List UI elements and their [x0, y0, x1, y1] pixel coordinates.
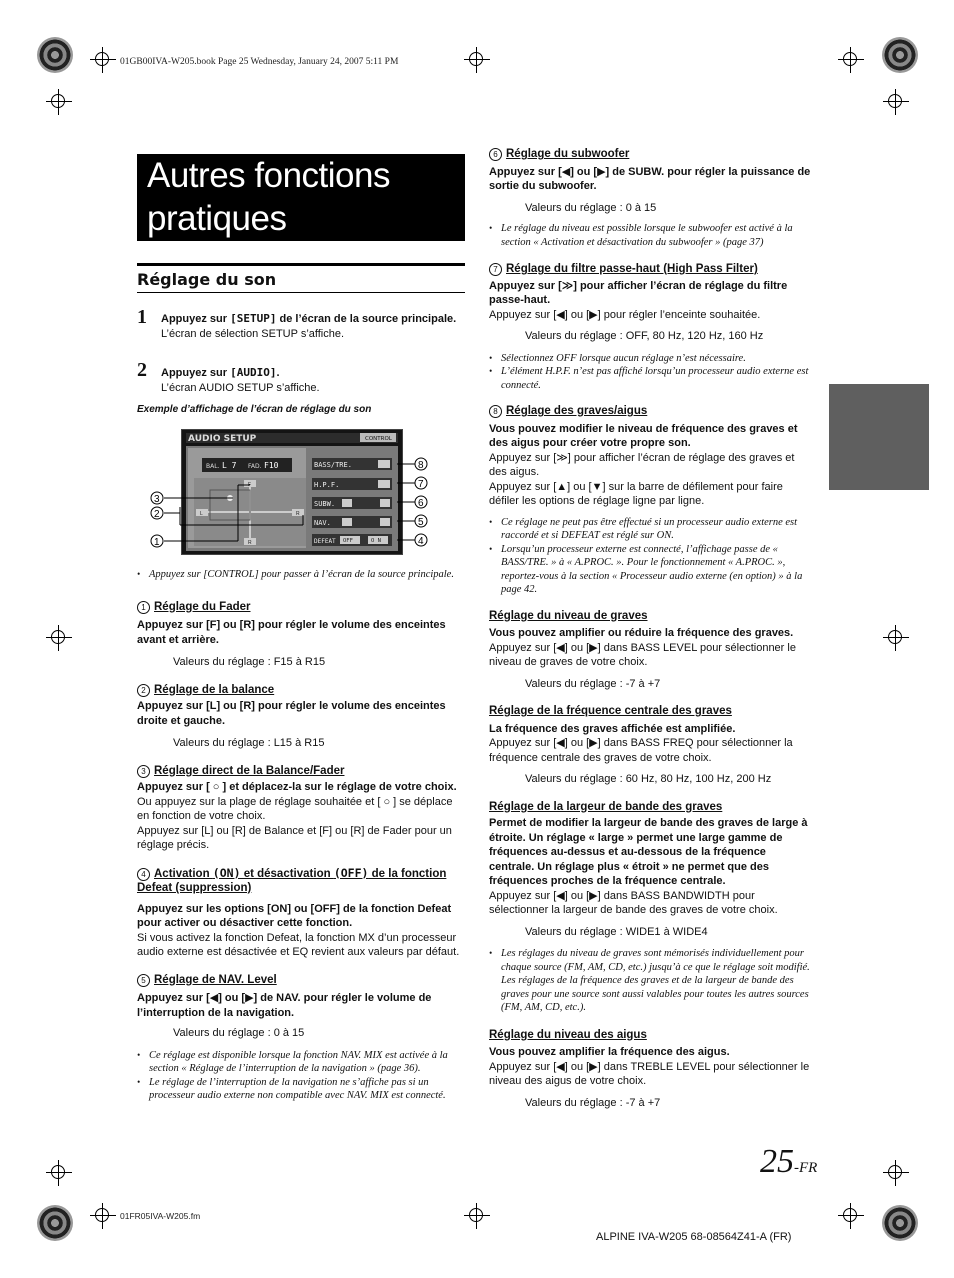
figure-caption: Exemple d’affichage de l’écran de réglage du son — [137, 404, 372, 415]
callout-2: 2 — [154, 509, 160, 520]
svg-text:F10: F10 — [264, 461, 279, 470]
registration-mark-icon — [90, 47, 116, 73]
callout-6: 6 — [418, 498, 424, 509]
step-2: Appuyez sur [AUDIO]. L’écran AUDIO SETUP s’affiche. — [161, 366, 320, 394]
page-number: 25-FR — [760, 1143, 818, 1180]
registration-mark-icon — [464, 1203, 490, 1229]
svg-text:FAD.: FAD. — [248, 463, 262, 470]
callout-4: 4 — [418, 536, 424, 547]
registration-mark-icon — [883, 1160, 909, 1186]
svg-text:R: R — [248, 540, 252, 546]
model-footer: ALPINE IVA-W205 68-08564Z41-A (FR) — [596, 1231, 792, 1243]
screen-title: AUDIO SETUP — [188, 434, 257, 444]
registration-mark-icon — [90, 1203, 116, 1229]
svg-text:H.P.F.: H.P.F. — [314, 481, 340, 489]
print-footer-file: 01FR05IVA-W205.fm — [120, 1211, 201, 1221]
section-heading: Réglage du son — [137, 263, 465, 293]
registration-mark-icon — [883, 89, 909, 115]
color-bar-icon — [882, 37, 918, 73]
step-number: 2 — [137, 359, 147, 381]
left-column: • Appuyez sur [CONTROL] pour passer à l’écran de la source principale. 1 Réglage du Fader Appuyez sur [F] ou [R] pour régler le volume des enceintes avant et arrière. Valeurs du réglage : F15 à R15 2 Réglage de la balance Appuyez sur [L] ou [R] pour régler le volume des enceintes droite et gauche. Valeurs du réglage : L15 à R15 3 Réglage direct de la Balance/Fader Appuyez sur [ ○ ] et déplacez-la sur le réglage de votre choix. Ou appuyez sur la plage de réglage souhaitée et [ ○ ] se déplace en fonction de votre choix. Appuyez sur [L] ou [R] de Balance et [F] ou [R] de Fader pour un réglage précis. 4 Activation (ON) et désactivation (OFF) de la fonction Defeat (suppression) Appuyez sur les options [ON] ou [OFF] de la fonction Defeat pour activer ou désactiver cette fonction. Si vous activez la fonction Defeat, la fonction MX d’un processeur audio externe est désactivée et EQ revient aux valeurs par défaut. 5 Réglage de NAV. Level Appuyez sur [◀] ou [▶] de NAV. pour régler le volume de l’interruption de la navigation. Valeurs du réglage : 0 à 15 • Ce réglage est disponible lorsque la fonction NAV. MIX est activée à la section « Réglage de l’interruption de la navigation » (page 36). • Le réglage de l’interruption de la navigation ne s’affiche pas si un processeur audio externe non compatible avec NAV. MIX est connecté. — [137, 569, 460, 1101]
registration-mark-icon — [464, 47, 490, 73]
color-bar-icon — [882, 1205, 918, 1241]
svg-text:BAL.: BAL. — [206, 463, 220, 470]
callout-7: 7 — [418, 479, 424, 490]
svg-text:BASS/TRE.: BASS/TRE. — [314, 461, 352, 469]
callout-3: 3 — [154, 494, 160, 505]
registration-mark-icon — [838, 47, 864, 73]
color-bar-icon — [37, 1205, 73, 1241]
callout-1: 1 — [154, 537, 160, 548]
control-button: CONTROL — [365, 436, 392, 442]
svg-text:F: F — [248, 482, 252, 488]
svg-text:O N: O N — [371, 538, 381, 544]
right-column: 6 Réglage du subwoofer Appuyez sur [◀] ou [▶] de SUBW. pour régler la puissance de sortie du subwoofer. Valeurs du réglage : 0 à 15 • Le réglage du niveau est possible lorsque le subwoofer est activé à la section « Activation et désactivation du subwoofer » (page 37) 7 Réglage du filtre passe-haut (High Pass Filter) Appuyez sur [≫] pour afficher l’écran de réglage du filtre passe-haut. Appuyez sur [◀] ou [▶] pour régler l’enceinte souhaitée. Valeurs du réglage : OFF, 80 Hz, 120 Hz, 160 Hz • Sélectionnez OFF lorsque aucun réglage n’est nécessaire. • L’élément H.P.F. n’est pas affiché lorsqu’un processeur audio externe est connecté. 8 Réglage des graves/aigus Vous pouvez modifier le niveau de fréquence des graves et des aigus pour créer votre propre son. Appuyez sur [≫] pour afficher l’écran de réglage des graves et des aigus. Appuyez sur [▲] ou [▼] sur la barre de défilement pour faire défiler les options de réglage ligne par ligne. • Ce réglage ne peut pas être effectué si un processeur audio externe est raccordé et si DEFEAT est réglé sur ON. • Lorsqu’un processeur externe est connecté, l’affichage passe de « BASS/TRE. » à « A.PROC. ». Pour le fonctionnement « A.PROC. », reportez-vous à la section « Processeur audio externe (en option) » à la page 42. Réglage du niveau de graves Vous pouvez amplifier ou réduire la fréquence des graves. Appuyez sur [◀] ou [▶] dans BASS LEVEL pour sélectionner le niveau de graves de votre choix. Valeurs du réglage : -7 à +7 Réglage de la fréquence centrale des graves La fréquence des graves affichée est amplifiée. Appuyez sur [◀] ou [▶] dans BASS FREQ pour sélectionner la fréquence centrale des graves de votre choix. Valeurs du réglage : 60 Hz, 80 Hz, 100 Hz, 200 Hz Réglage de la largeur de bande des graves Permet de modifier la largeur de bande des graves de large à étroite. Un réglage « large » permet une large gamme de fréquences au-dessus et au-dessous de la fréquence centrale. Un réglage plus « étroit » ne permet que des fréquences proches de la fréquence centrale. Appuyez sur [◀] ou [▶] dans BASS BANDWIDTH pour sélectionner la largeur de bande des graves de votre choix. Valeurs du réglage : WIDE1 à WIDE4 • Les réglages du niveau de graves sont mémorisés individuellement pour chaque source (FM, AM, CD, etc.) jusqu’à ce que le réglage soit modifié. Les réglages de la fréquence des graves et de la largeur de bande des graves pour une source sont aussi valables pour toutes les autres sources (FM, AM, CD, etc.). Réglage du niveau des aigus Vous pouvez amplifier la fréquence des aigus. Appuyez sur [◀] ou [▶] dans TREBLE LEVEL pour sélectionner le niveau des aigus de votre choix. Valeurs du réglage : -7 à +7 — [489, 148, 811, 1109]
step-1: Appuyez sur [SETUP] de l’écran de la source principale. L’écran de sélection SETUP s’affiche. — [161, 312, 457, 340]
svg-text:R: R — [296, 511, 300, 517]
screen-callouts — [148, 455, 433, 555]
page-title: Autres fonctions pratiques — [137, 154, 465, 241]
svg-text:L 7: L 7 — [222, 461, 237, 470]
chapter-tab — [829, 384, 929, 490]
svg-text:L: L — [200, 511, 203, 517]
callout-8: 8 — [418, 460, 424, 471]
print-header: 01GB00IVA-W205.book Page 25 Wednesday, January 24, 2007 5:11 PM — [120, 57, 399, 67]
step-number: 1 — [137, 306, 147, 328]
callout-5: 5 — [418, 517, 424, 528]
color-bar-icon — [37, 37, 73, 73]
registration-mark-icon — [46, 625, 72, 651]
svg-text:DEFEAT: DEFEAT — [314, 538, 336, 545]
registration-mark-icon — [883, 625, 909, 651]
registration-mark-icon — [46, 89, 72, 115]
registration-mark-icon — [46, 1160, 72, 1186]
svg-text:OFF: OFF — [343, 538, 353, 544]
registration-mark-icon — [838, 1203, 864, 1229]
svg-text:SUBW.: SUBW. — [314, 500, 336, 508]
svg-text:NAV.: NAV. — [314, 519, 331, 527]
